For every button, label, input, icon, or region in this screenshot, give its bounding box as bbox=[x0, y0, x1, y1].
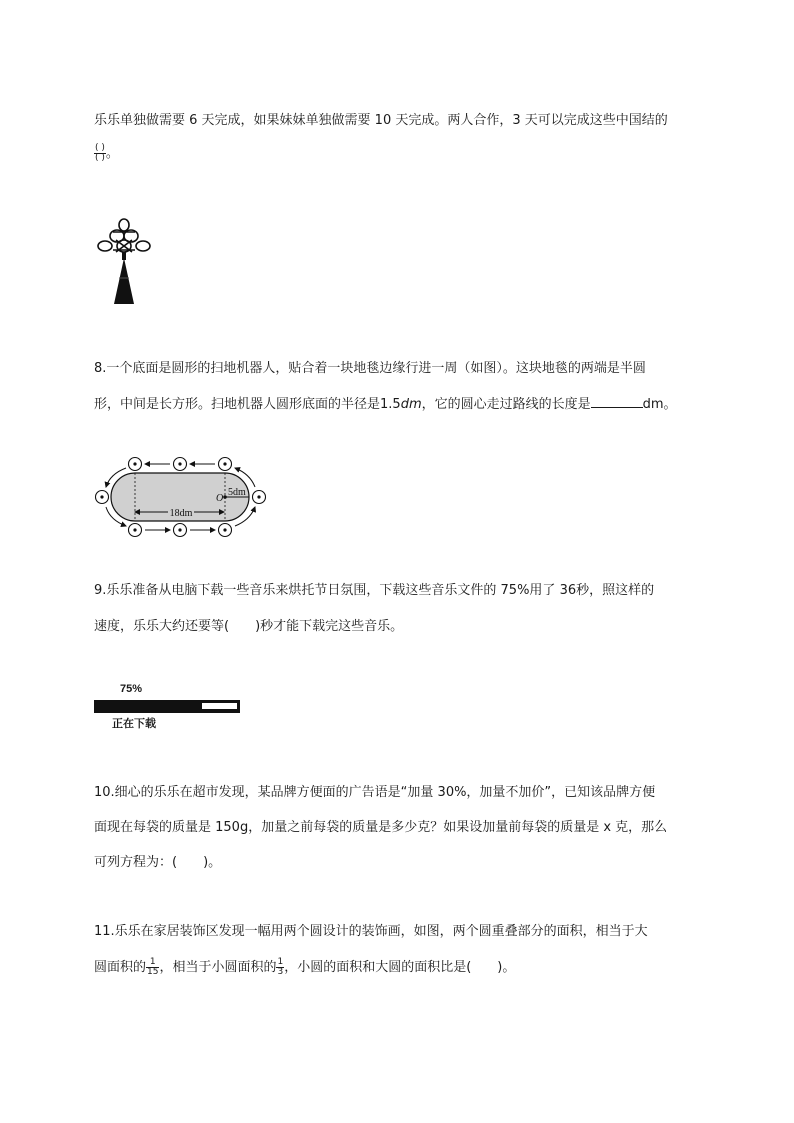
radius-label: 5dm bbox=[228, 487, 246, 498]
q10-line3: 可列方程为：( )。 bbox=[94, 855, 222, 870]
fraction-numerator: 1 bbox=[146, 958, 159, 968]
fraction-denominator: 3 bbox=[277, 967, 284, 977]
download-progress-bar bbox=[94, 700, 240, 713]
q10-line1: 10.细心的乐乐在超市发现，某品牌方便面的广告语是“加量 30%，加量不加价”，已知该品牌方便 bbox=[94, 785, 656, 800]
chinese-knot-image bbox=[96, 216, 152, 308]
q11-text-b: ，相当于小圆面积的 bbox=[159, 960, 277, 975]
fraction-denominator: ( ) bbox=[95, 153, 105, 163]
q8-line2-text-a: 形，中间是长方形。扫地机器人圆形底面的半径是1.5 bbox=[94, 397, 401, 412]
carpet-path-diagram bbox=[90, 452, 270, 542]
q7-answer-line bbox=[94, 144, 119, 164]
progress-remaining bbox=[202, 703, 237, 709]
fraction-denominator: 15 bbox=[147, 967, 159, 977]
q11-line1: 11.乐乐在家居装饰区发现一幅用两个圆设计的装饰画，如图，两个圆重叠部分的面积，相当于大 bbox=[94, 924, 648, 939]
q11-text-c: ，小圆的面积和大圆的面积比是( )。 bbox=[284, 960, 516, 975]
length-label: 18dm bbox=[169, 508, 193, 519]
answer-blank bbox=[591, 395, 643, 408]
q11-text-a: 圆面积的 bbox=[94, 960, 147, 975]
center-label: O bbox=[216, 493, 224, 504]
fraction-one-fifteenth bbox=[146, 958, 159, 977]
fraction-numerator: ( ) bbox=[95, 143, 105, 153]
progress-percent-label: 75% bbox=[120, 683, 143, 695]
q8-line2-text-b: ，它的圆心走过路线的长度是 bbox=[421, 397, 591, 412]
answer-fraction bbox=[94, 144, 106, 163]
q8-line2 bbox=[94, 395, 677, 415]
q10-line2: 面现在每袋的质量是 150g，加量之前每袋的质量是多少克？如果设加量前每袋的质量是 x 克，那么 bbox=[94, 820, 668, 835]
q9-line2: 速度，乐乐大约还要等( )秒才能下载完这些音乐。 bbox=[94, 619, 404, 634]
q7-end-punct: 。 bbox=[105, 146, 119, 161]
q8-line1: 8.一个底面是圆形的扫地机器人，贴合着一块地毯边缘行进一周（如图）。这块地毯的两端是半圆 bbox=[94, 361, 646, 376]
fraction-numerator: 1 bbox=[277, 957, 284, 967]
q9-line1: 9.乐乐准备从电脑下载一些音乐来烘托节日氛围，下载这些音乐文件的 75%用了 36秒，照这样的 bbox=[94, 583, 655, 598]
q8-unit: dm bbox=[400, 397, 422, 412]
q8-line2-end: dm。 bbox=[642, 397, 677, 412]
q7-line1: 乐乐单独做需要 6 天完成，如果妹妹单独做需要 10 天完成。两人合作，3 天可以完成这些中国结的 bbox=[94, 113, 668, 128]
progress-status-label: 正在下载 bbox=[112, 717, 156, 730]
q11-line2 bbox=[94, 958, 515, 978]
